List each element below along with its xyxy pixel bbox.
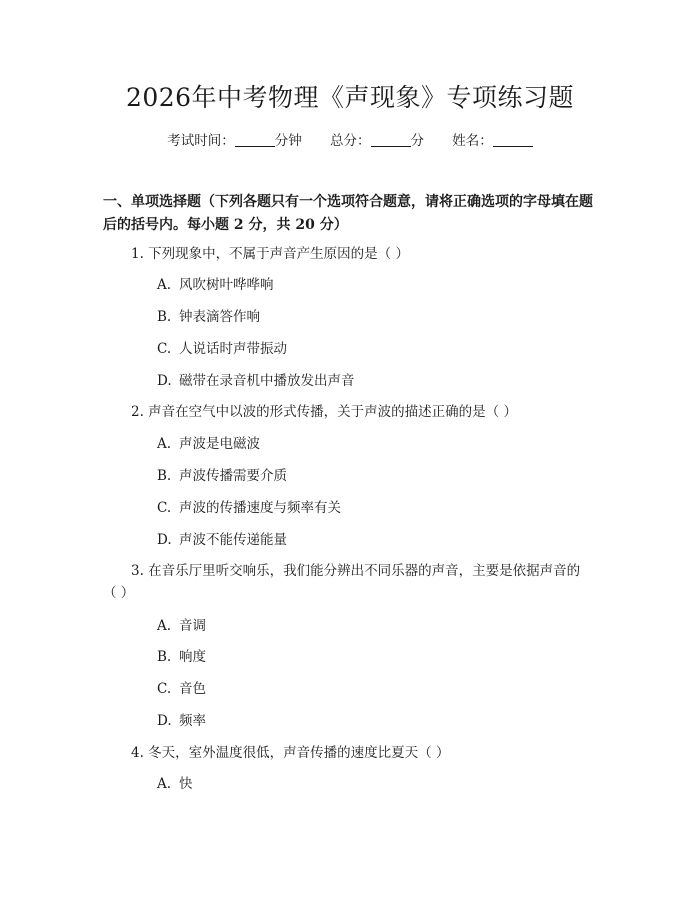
option-letter: A. (157, 436, 172, 452)
exam-time-field (167, 131, 302, 151)
option-text: 磁带在录音机中播放发出声音 (179, 373, 355, 389)
option-letter: D. (157, 713, 172, 729)
answer-option (157, 710, 577, 732)
total-score-field (330, 131, 424, 151)
exam-time-unit: 分钟 (274, 133, 302, 149)
option-text: 钟表滴答作响 (179, 309, 260, 325)
answer-option (157, 646, 577, 668)
exam-info-line (0, 131, 700, 151)
answer-option (157, 338, 577, 360)
total-score-blank[interactable] (371, 132, 411, 147)
option-letter: A. (157, 776, 172, 792)
option-letter: C. (157, 341, 172, 357)
question-stem: 1. 下列现象中，不属于声音产生原因的是（ ） (131, 246, 409, 262)
option-text: 频率 (179, 713, 206, 729)
option-letter: B. (157, 649, 172, 665)
answer-option (157, 678, 577, 700)
option-letter: C. (157, 681, 172, 697)
option-text: 声波不能传递能量 (179, 532, 287, 548)
exam-time-label: 考试时间： (167, 133, 235, 149)
total-score-label: 总分： (330, 133, 371, 149)
exam-time-blank[interactable] (235, 132, 275, 147)
question-stem: 2. 声音在空气中以波的形式传播，关于声波的描述正确的是（ ） (131, 404, 517, 420)
option-letter: A. (157, 618, 172, 634)
answer-option (157, 529, 577, 551)
option-letter: D. (157, 373, 172, 389)
option-text: 音调 (179, 618, 206, 634)
option-letter: B. (157, 468, 172, 484)
answer-option (157, 465, 577, 487)
answer-option (157, 274, 577, 296)
answer-option (157, 615, 577, 637)
answer-option (157, 306, 577, 328)
question-stem: 4. 冬天，室外温度很低，声音传播的速度比夏天（ ） (131, 745, 450, 761)
option-letter: D. (157, 532, 172, 548)
section-heading (103, 191, 593, 237)
answer-option (157, 773, 577, 795)
option-letter: C. (157, 500, 172, 516)
page-title: 2026年中考物理《声现象》专项练习题 (125, 83, 575, 112)
total-score-unit: 分 (410, 133, 424, 149)
section-heading-line: 一、单项选择题（下列各题只有一个选项符合题意，请将正确选项的字母填在题 (103, 194, 593, 210)
option-text: 声波是电磁波 (179, 436, 260, 452)
option-text: 快 (179, 776, 193, 792)
option-text: 人说话时声带振动 (179, 341, 287, 357)
option-text: 风吹树叶哗哗响 (179, 277, 274, 293)
option-text: 声波的传播速度与频率有关 (179, 500, 341, 516)
answer-option (157, 370, 577, 392)
student-name-label: 姓名： (452, 133, 493, 149)
answer-option (157, 497, 577, 519)
student-name-field (452, 131, 533, 151)
student-name-blank[interactable] (493, 132, 533, 147)
answer-option (157, 433, 577, 455)
section-heading-line: 后的括号内。每小题 2 分，共 20 分） (103, 217, 348, 233)
option-text: 音色 (179, 681, 206, 697)
option-text: 声波传播需要介质 (179, 468, 287, 484)
option-letter: B. (157, 309, 172, 325)
option-letter: A. (157, 277, 172, 293)
option-text: 响度 (179, 649, 206, 665)
question-stem: 3. 在音乐厅里听交响乐，我们能分辨出不同乐器的声音，主要是依据声音的（ ） (103, 563, 581, 601)
